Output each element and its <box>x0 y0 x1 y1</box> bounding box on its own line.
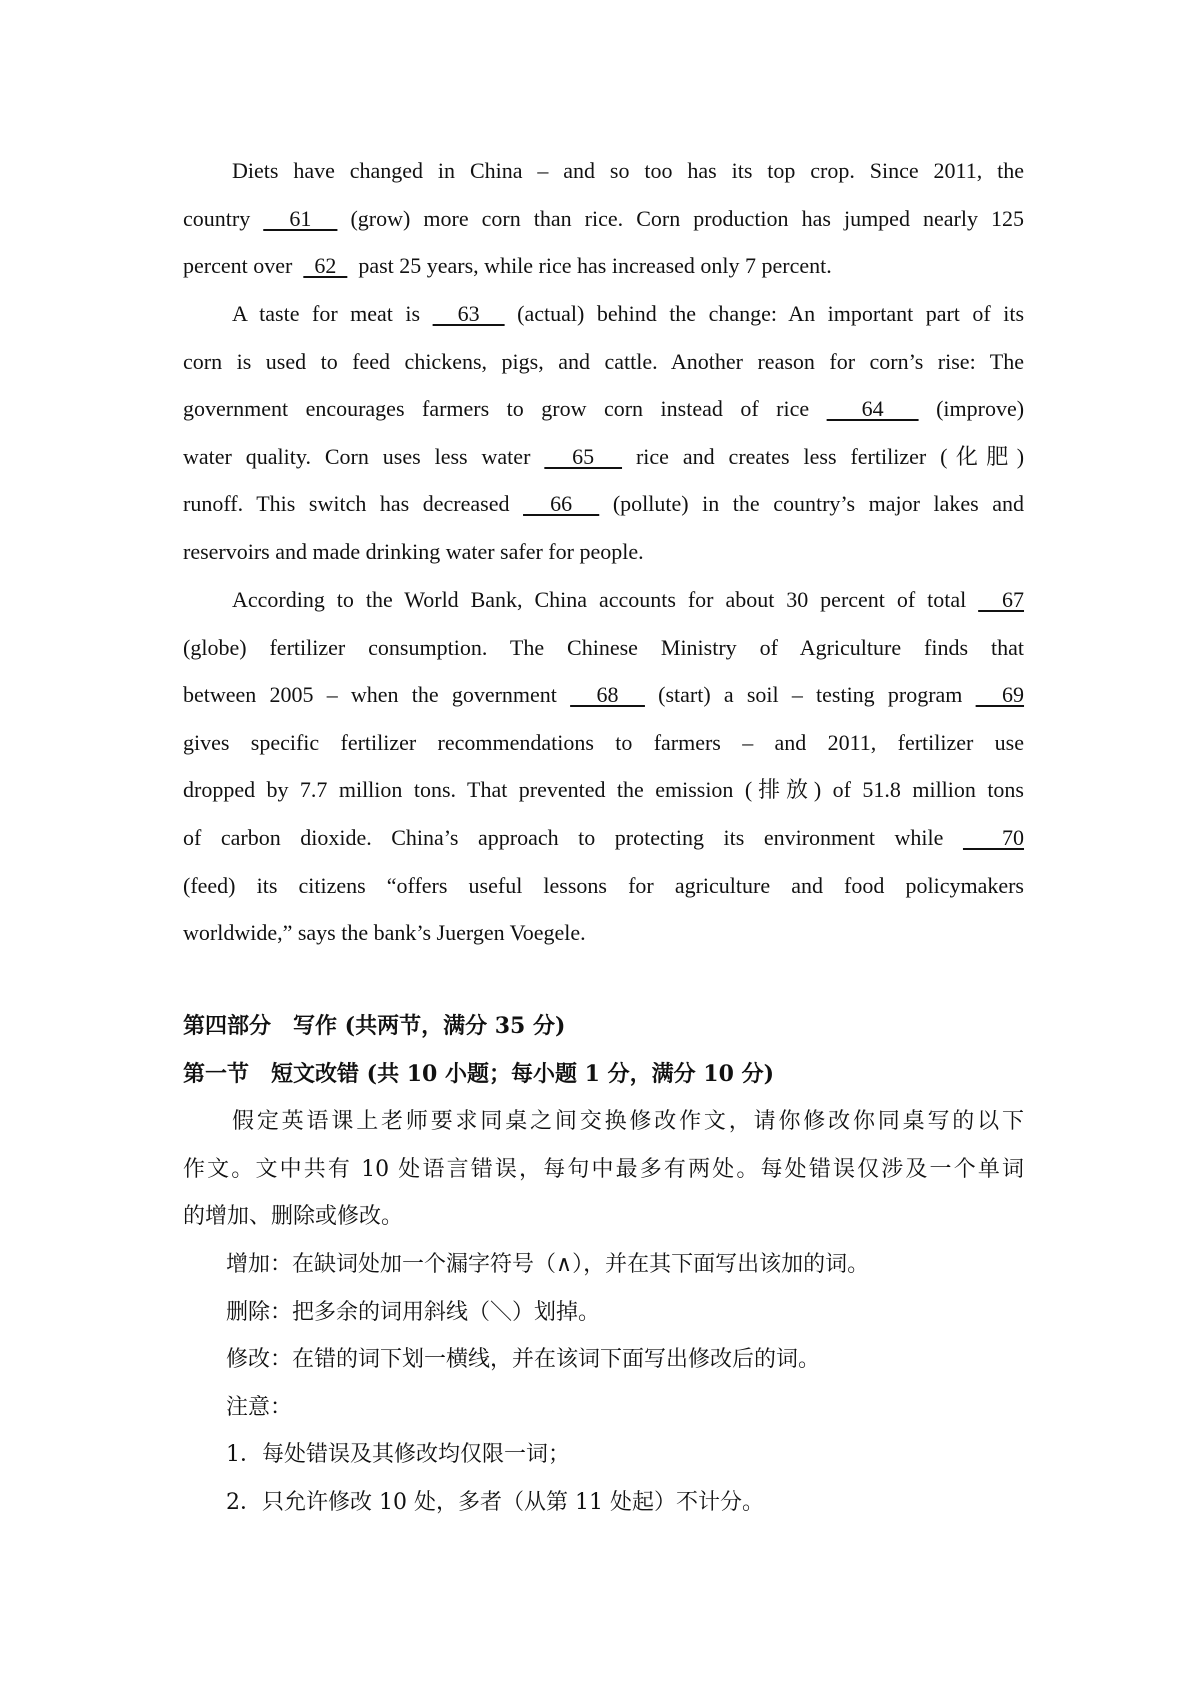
text: dropped by 7.7 million tons. That prevented the emission (排放) of 51.8 million tons <box>183 777 1024 803</box>
text: corn is used to feed chickens, pigs, and cattle. Another reason for corn’s rise: The <box>183 348 1024 374</box>
rule-add: 增加：在缺词处加一个漏字符号（∧），并在其下面写出该加的词。 <box>226 1251 870 1277</box>
text-line <box>183 480 1024 528</box>
text-line <box>183 909 1024 957</box>
text-line <box>183 624 1024 672</box>
blank-69[interactable]: 69 <box>975 682 1025 708</box>
text: worldwide,” says the bank’s Juergen Voegele. <box>183 920 586 946</box>
blank-65[interactable]: 65 <box>544 443 623 469</box>
text-line <box>183 671 1024 719</box>
blank-70[interactable]: 70 <box>962 824 1025 850</box>
text-line <box>183 766 1024 814</box>
instruction-line: 作文。文中共有 10 处语言错误，每句中最多有两处。每处错误仅涉及一个单词 <box>183 1156 1024 1182</box>
text: percent over <box>183 253 293 279</box>
text-line <box>183 338 1024 386</box>
text: A taste for meat is <box>232 301 421 326</box>
blank-63[interactable]: 63 <box>432 301 505 326</box>
blank-66[interactable]: 66 <box>523 491 600 517</box>
instruction-line: 的增加、删除或修改。 <box>183 1204 404 1230</box>
text-line <box>183 290 1024 338</box>
text: (improve) <box>936 396 1025 422</box>
note-item-1: 1．每处错误及其修改均仅限一词； <box>226 1442 570 1468</box>
text-line <box>183 576 1024 624</box>
text: Diets have changed in China – and so too has its top crop. Since 2011, the <box>232 158 1024 183</box>
text: of carbon dioxide. China’s approach to protecting its environment while <box>183 824 944 850</box>
text: (feed) its citizens “offers useful lessons for agriculture and food policymakers <box>183 872 1024 898</box>
paragraph-1 <box>183 147 1024 290</box>
blank-61[interactable]: 61 <box>263 205 338 231</box>
text: gives specific fertilizer recommendations to farmers – and 2011, fertilizer use <box>183 729 1024 755</box>
text: (start) a soil – testing program <box>658 682 963 708</box>
note-item-2: 2．只允许修改 10 处，多者（从第 11 处起）不计分。 <box>226 1489 764 1515</box>
blank-62[interactable]: 62 <box>303 253 348 279</box>
text: water quality. Corn uses less water <box>183 443 531 469</box>
subsection-heading: 第一节 短文改错 (共 10 小题；每小题 1 分，满分 10 分) <box>183 1060 774 1087</box>
text: rice and creates less fertilizer (化肥) <box>635 443 1025 469</box>
text-line <box>183 242 1024 290</box>
text: According to the World Bank, China accounts for about 30 percent of total <box>232 587 967 612</box>
text: (actual) behind the change: An important part of its <box>517 301 1025 326</box>
text-line <box>183 195 1024 243</box>
text-line <box>183 528 1024 576</box>
text-line <box>183 719 1024 767</box>
instruction-line: 假定英语课上老师要求同桌之间交换修改作文，请你修改你同桌写的以下 <box>232 1109 1024 1135</box>
text: (globe) fertilizer consumption. The Chinese Ministry of Agriculture finds that <box>183 634 1024 660</box>
text: government encourages farmers to grow corn instead of rice <box>183 396 810 422</box>
blank-68[interactable]: 68 <box>570 682 645 708</box>
text: (grow) more corn than rice. Corn production has jumped nearly 125 <box>350 205 1025 231</box>
text: reservoirs and made drinking water safer for people. <box>183 538 644 564</box>
paragraph-3 <box>183 576 1024 957</box>
note-label: 注意： <box>226 1394 293 1420</box>
section-4 <box>183 1003 1024 1527</box>
blank-64[interactable]: 64 <box>826 396 919 422</box>
paragraph-2 <box>183 290 1024 576</box>
section-heading: 第四部分 写作 (共两节，满分 35 分) <box>183 1013 566 1039</box>
text: runoff. This switch has decreased <box>183 491 510 517</box>
text: country <box>183 205 251 231</box>
text: (pollute) in the country’s major lakes and <box>612 491 1025 517</box>
text-line <box>183 814 1024 862</box>
blank-67[interactable]: 67 <box>978 587 1025 612</box>
rule-delete: 删除：把多余的词用斜线（＼）划掉。 <box>226 1299 601 1325</box>
text-line <box>183 433 1024 481</box>
text-line <box>183 862 1024 910</box>
rule-modify: 修改：在错的词下划一横线，并在该词下面写出修改后的词。 <box>226 1347 821 1373</box>
text-line <box>183 385 1024 433</box>
text: past 25 years, while rice has increased only 7 percent. <box>358 253 832 279</box>
text: between 2005 – when the government <box>183 682 557 708</box>
text-line <box>183 147 1024 195</box>
